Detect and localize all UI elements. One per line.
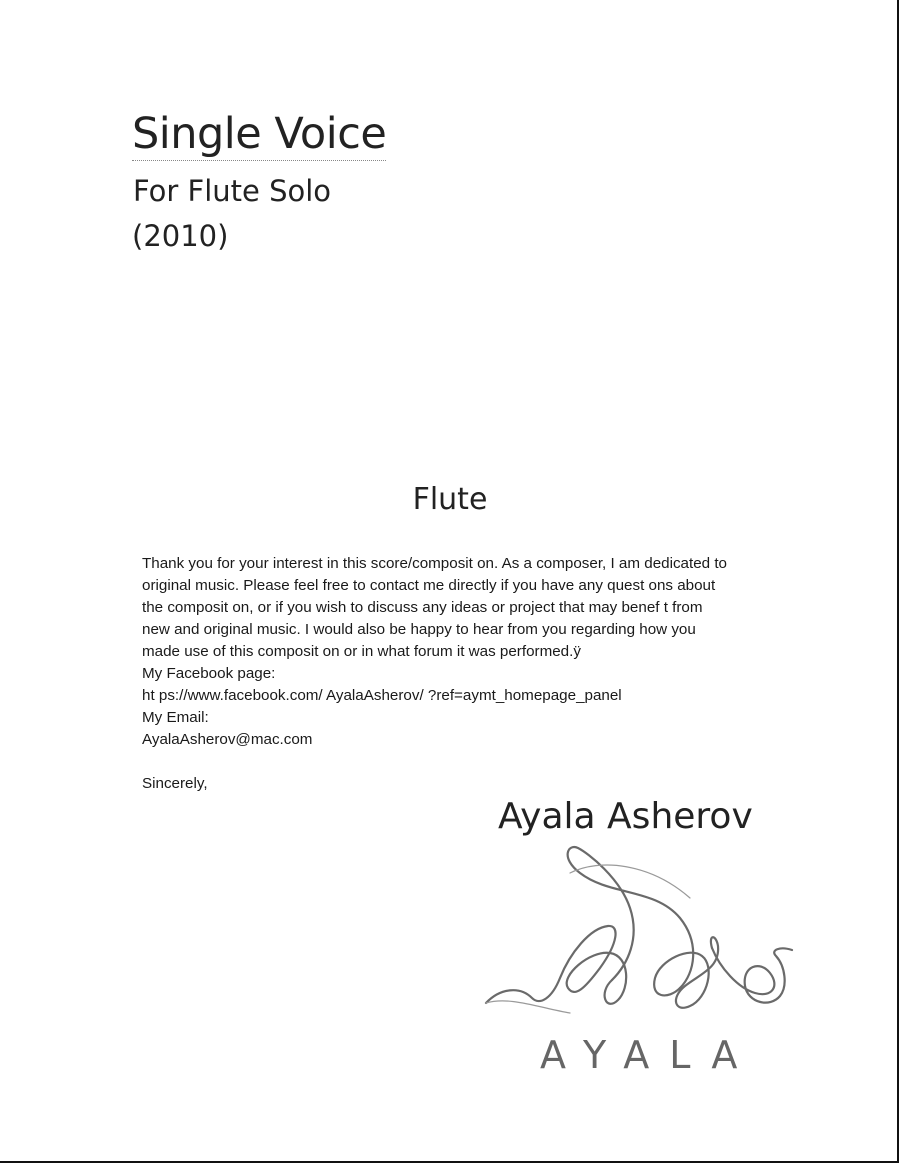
facebook-label: My Facebook page: (142, 665, 276, 682)
email-link[interactable]: AyalaAsherov@mac.com (142, 731, 313, 748)
letter-line: new and original music. I would also be happy to hear from you regarding how you (142, 621, 696, 638)
score-subtitle: For Flute Solo (133, 174, 332, 208)
letter-closing: Sincerely, (142, 775, 208, 792)
instrument-name: Flute (412, 482, 488, 517)
score-year: (2010) (132, 219, 229, 253)
composer-name: Ayala Asherov (498, 796, 753, 837)
letter-line: Thank you for your interest in this score/composit on. As a composer, I am dedicated to (142, 555, 728, 572)
letter-line: the composit on, or if you wish to discuss any ideas or project that may benef t from (142, 599, 703, 616)
email-label: My Email: (142, 709, 209, 726)
letter-line: made use of this composit on or in what forum it was performed.ÿ (142, 643, 581, 660)
composer-letter (142, 553, 842, 795)
logo-wordmark: AYALA (540, 1033, 758, 1077)
letter-spacer (142, 751, 842, 773)
facebook-link[interactable]: ht ps://www.facebook.com/ AyalaAsherov/ ?ref=aymt_homepage_panel (142, 687, 622, 704)
letter-line: original music. Please feel free to contact me directly if you have any quest ons about (142, 577, 716, 594)
signature-logo-icon (480, 838, 800, 1028)
score-title: Single Voice (132, 109, 387, 159)
